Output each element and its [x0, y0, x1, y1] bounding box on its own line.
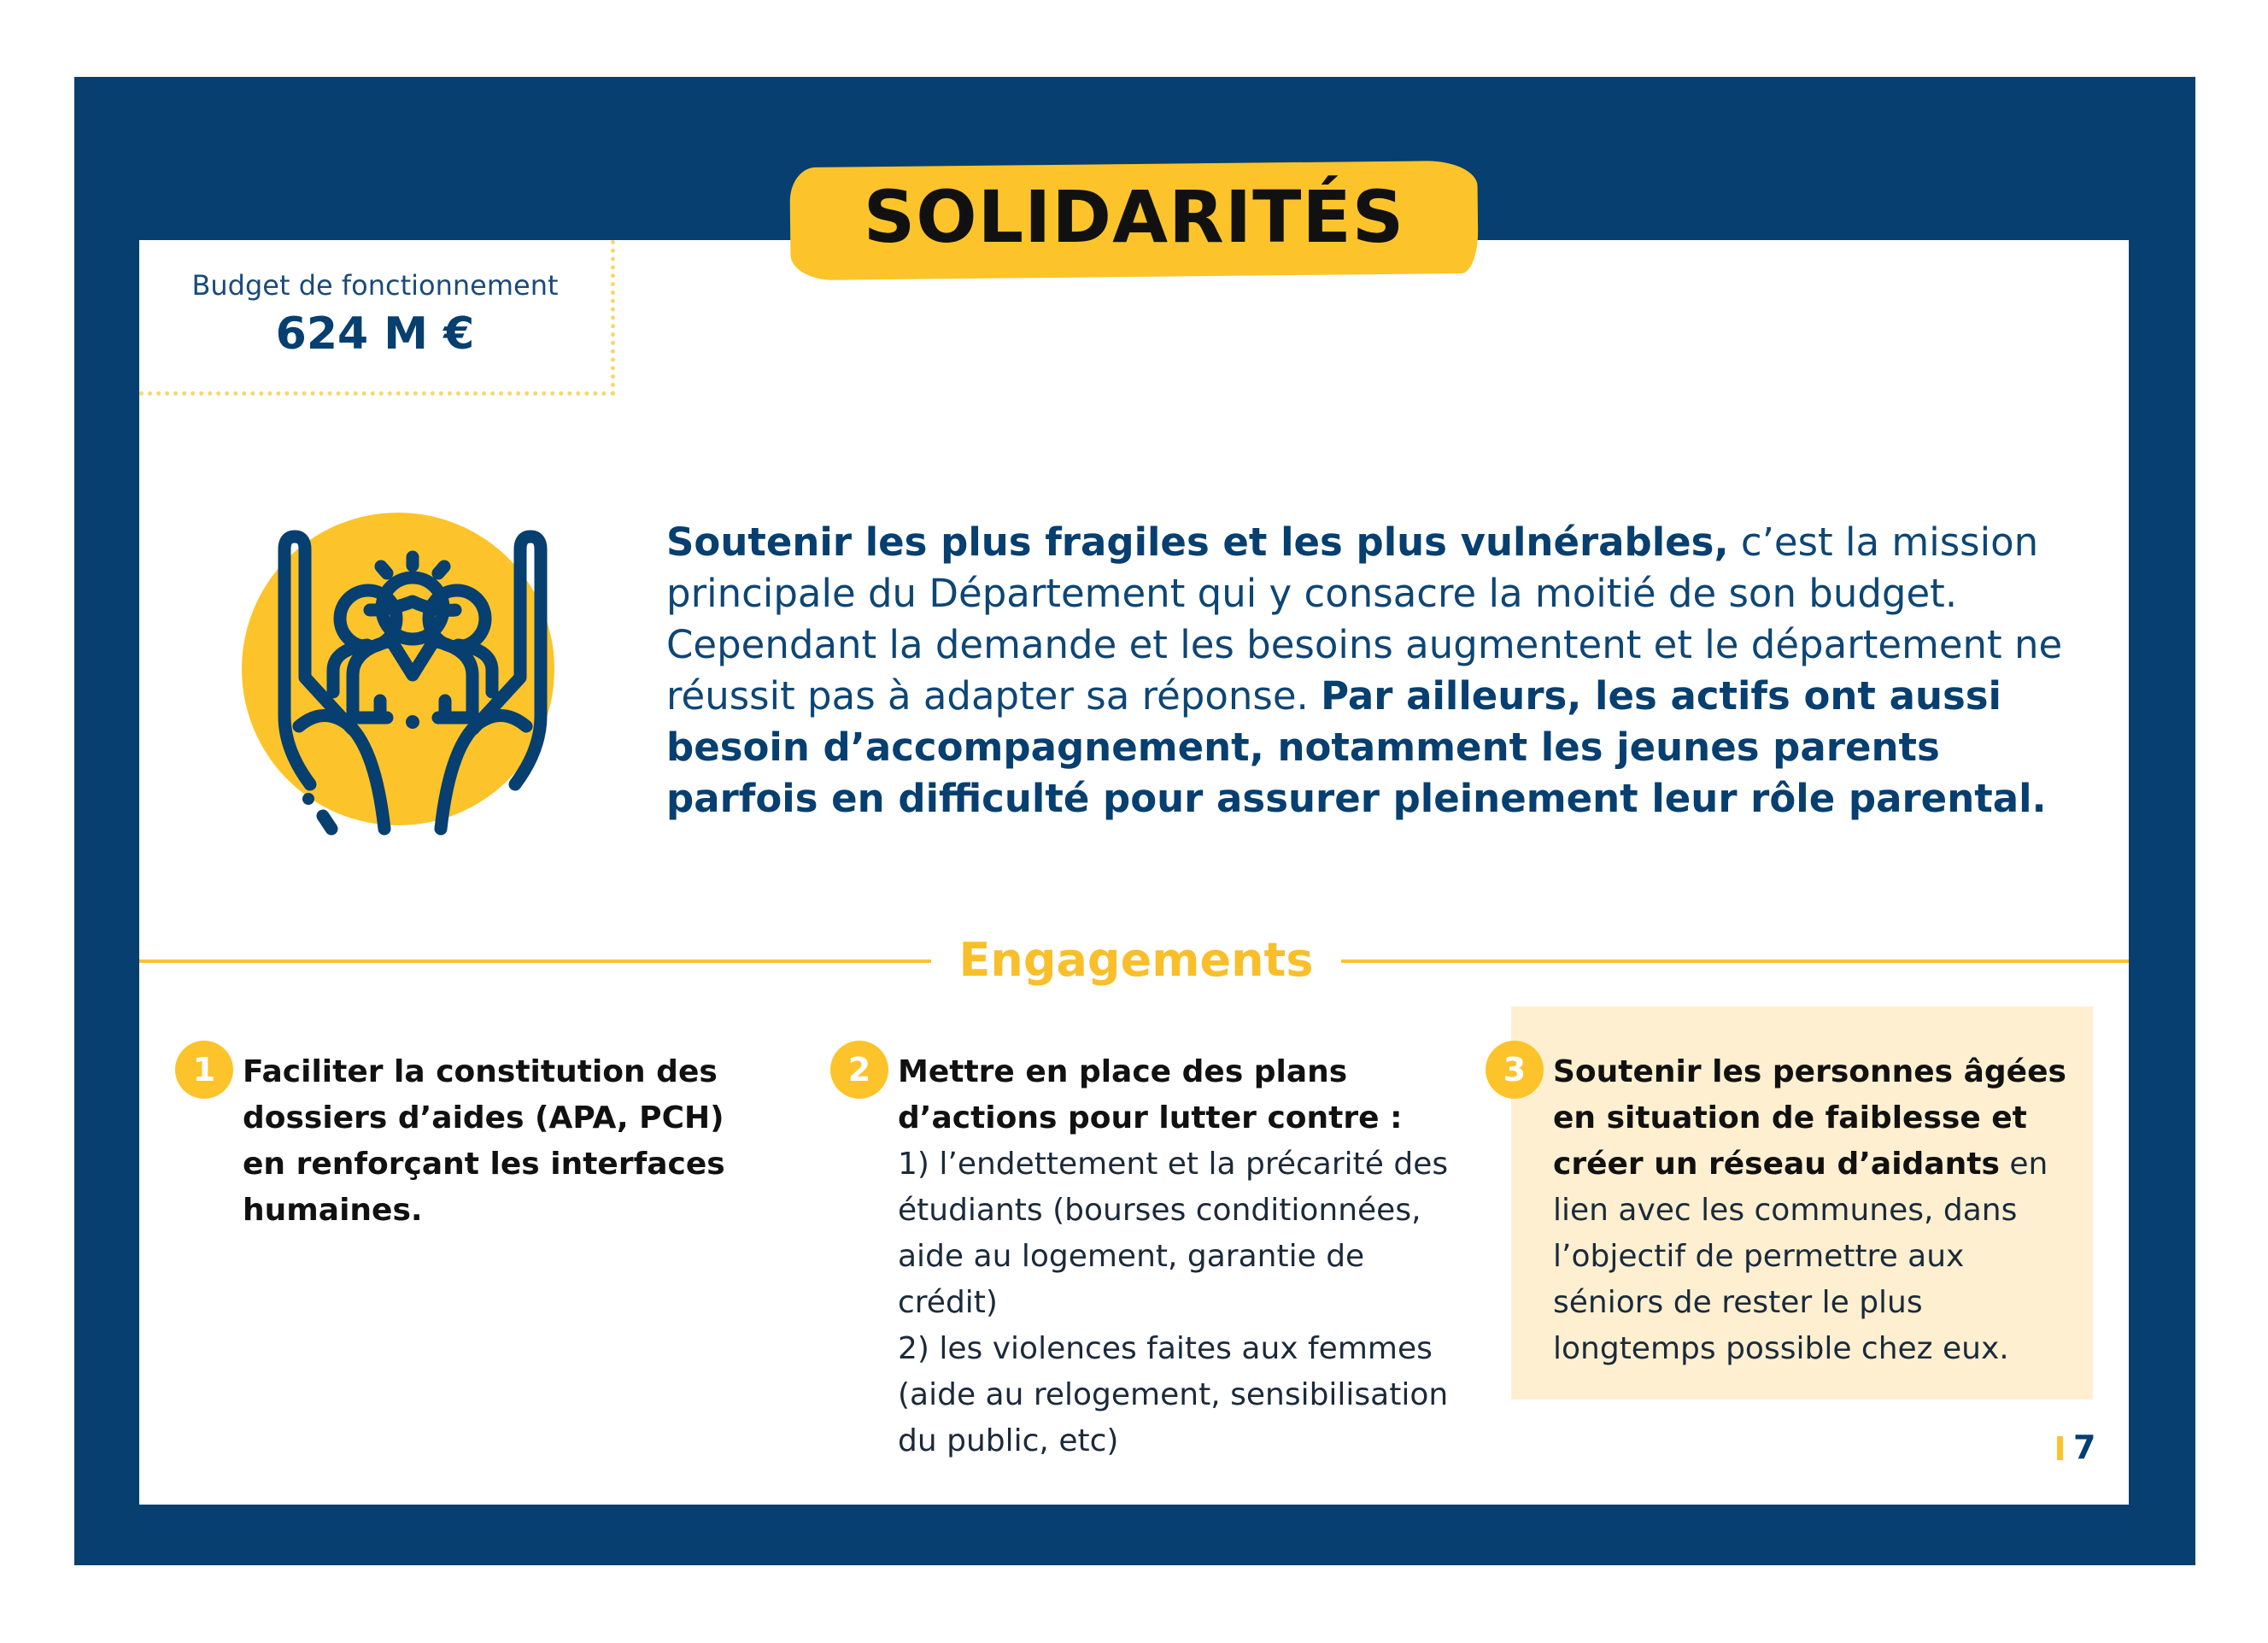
helping-hands-people-icon [242, 513, 583, 854]
page-number [2057, 1429, 2095, 1466]
page-number-marker [2057, 1436, 2063, 1460]
number-badge-2: 2 [830, 1041, 888, 1099]
number-badge-1: 1 [175, 1041, 233, 1099]
engagements-heading: Engagements [931, 933, 1341, 987]
page-number-value: 7 [2073, 1429, 2096, 1466]
number-badge-3: 3 [1486, 1041, 1544, 1099]
engagement-2-point-1: 1) l’endettement et la précarité des étudiants (bourses conditionnées, aide au logement, garantie de crédit) [898, 1147, 1449, 1320]
budget-box [139, 240, 615, 396]
intro-bold-2: Par ailleurs, les actifs ont aussi besoin d’accompagnement, notamment les jeunes parents parfois en difficulté pour assurer pleinement leur rôle parental. [666, 673, 2047, 821]
engagement-3-text: en lien avec les communes, dans l’objectif de permettre aux séniors de rester le plus longtemps possible chez eux. [1553, 1147, 2048, 1366]
budget-value: 624 M € [275, 308, 475, 360]
engagement-1-title: Faciliter la constitution des dossiers d’aides (APA, PCH) en renforçant les interfaces humaines. [243, 1054, 725, 1228]
engagement-item-2 [898, 1049, 1462, 1464]
engagement-2-title: Mettre en place des plans d’actions pour lutter contre : [898, 1054, 1403, 1135]
intro-bold-1: Soutenir les plus fragiles et les plus vulnérables, [666, 519, 1729, 565]
engagement-item-3 [1553, 1049, 2074, 1372]
engagement-2-point-2: 2) les violences faites aux femmes (aide au relogement, sensibilisation du public, etc) [898, 1331, 1449, 1458]
intro-paragraph [666, 517, 2101, 824]
intro-text: c’est la mission principale du Département qui y consacre la moitié de son budget. Cependant la demande et les besoins augmentent et le département ne réussit pas à adapter sa réponse. [666, 519, 2063, 719]
engagement-3-title: Soutenir les personnes âgées en situation de faiblesse et créer un réseau d’aidants [1553, 1054, 2066, 1182]
budget-label: Budget de fonctionnement [191, 269, 559, 302]
page-title: SOLIDARITÉS [863, 175, 1405, 259]
engagement-item-1 [243, 1049, 747, 1234]
